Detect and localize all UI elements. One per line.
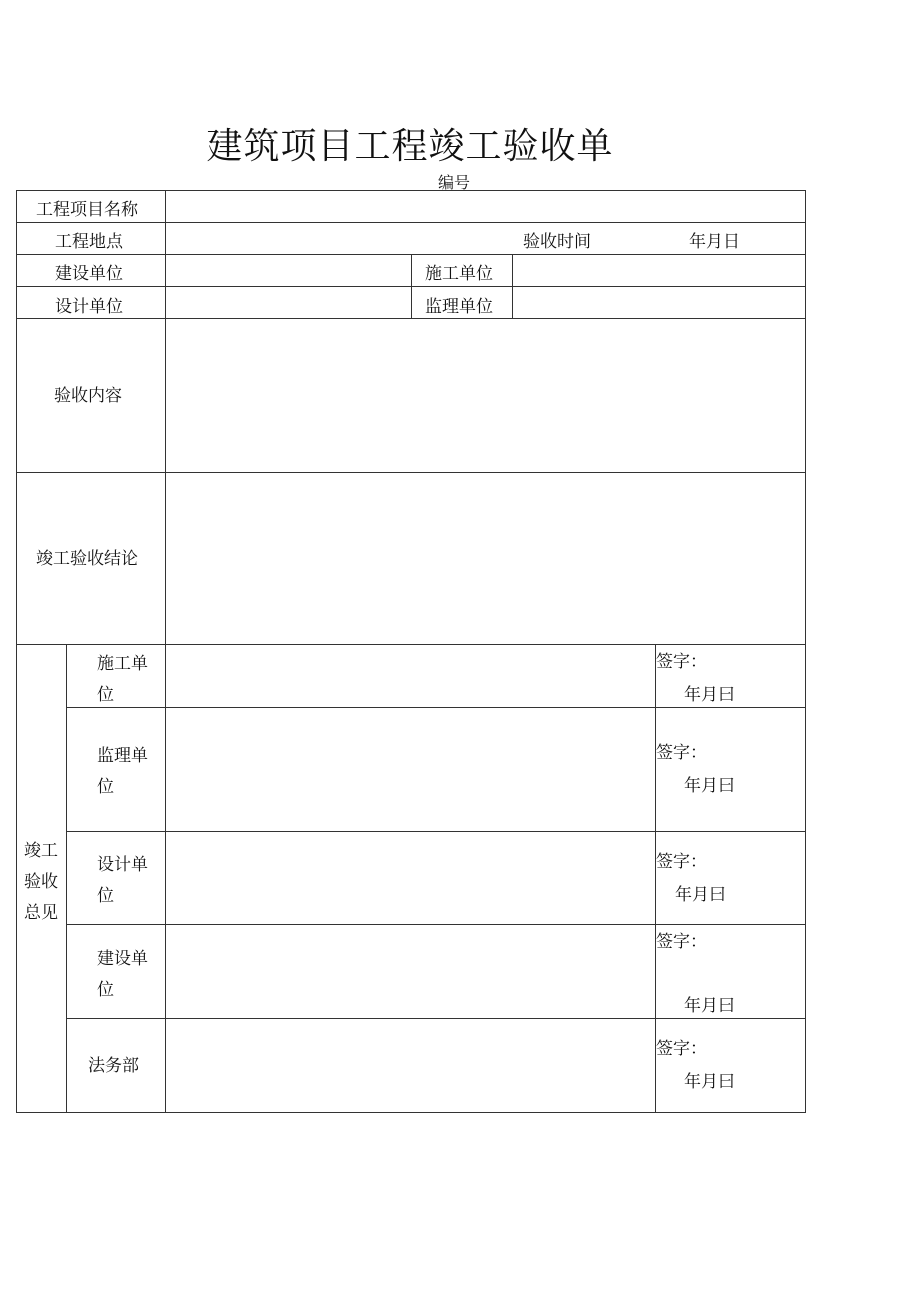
sign-date[interactable]: 年月曰 [684,685,735,705]
opinion-group-label: 竣工 [24,841,58,861]
contractor-field[interactable] [513,255,805,286]
sign-label: 签字： [656,1039,707,1059]
contractor-label: 施工单位 [425,264,493,284]
designer-field[interactable] [166,287,411,318]
conclusion-field[interactable] [166,473,805,644]
opinion-unit-label: 位 [97,777,114,797]
conclusion-label: 竣工验收结论 [36,549,138,569]
opinion-group-label: 总见 [24,903,58,923]
opinion-supervisor-field[interactable] [166,708,655,831]
opinion-unit-label: 位 [97,980,114,1000]
supervisor-label: 监理单位 [425,297,493,317]
sign-date[interactable]: 年月曰 [684,776,735,796]
sign-label: 签字： [656,652,707,672]
sign-label: 签字： [656,743,707,763]
project-name-label: 工程项目名称 [36,200,138,220]
number-label: 编号 [438,173,471,192]
content-label: 验收内容 [54,386,122,406]
opinion-builder-field[interactable] [166,925,655,1018]
opinion-unit-label: 位 [97,886,114,906]
sign-label: 签字： [656,852,707,872]
acceptance-time-label: 验收时间 [523,232,591,252]
project-name-field[interactable] [166,191,805,222]
opinion-unit-label: 设计单 [97,855,148,875]
location-label: 工程地点 [55,232,123,252]
opinion-unit-label: 建设单 [97,949,148,969]
builder-field[interactable] [166,255,411,286]
builder-label: 建设单位 [55,264,123,284]
sign-date[interactable]: 年月曰 [675,885,726,905]
opinion-designer-field[interactable] [166,832,655,924]
opinion-unit-label: 法务部 [88,1056,139,1076]
acceptance-date-field[interactable]: 年月日 [689,232,740,252]
sign-date[interactable]: 年月曰 [684,1072,735,1092]
opinion-unit-label: 监理单 [97,746,148,766]
sign-label: 签字： [656,932,707,952]
opinion-unit-label: 位 [97,685,114,705]
content-field[interactable] [166,319,805,472]
designer-label: 设计单位 [55,297,123,317]
document-title: 建筑项目工程竣工验收单 [206,126,614,167]
sign-date[interactable]: 年月曰 [684,996,735,1016]
opinion-contractor-field[interactable] [166,645,655,707]
opinion-legal-field[interactable] [166,1019,655,1112]
location-field[interactable] [166,223,506,254]
supervisor-field[interactable] [513,287,805,318]
opinion-unit-label: 施工单 [97,654,148,674]
opinion-group-label: 验收 [24,872,58,892]
